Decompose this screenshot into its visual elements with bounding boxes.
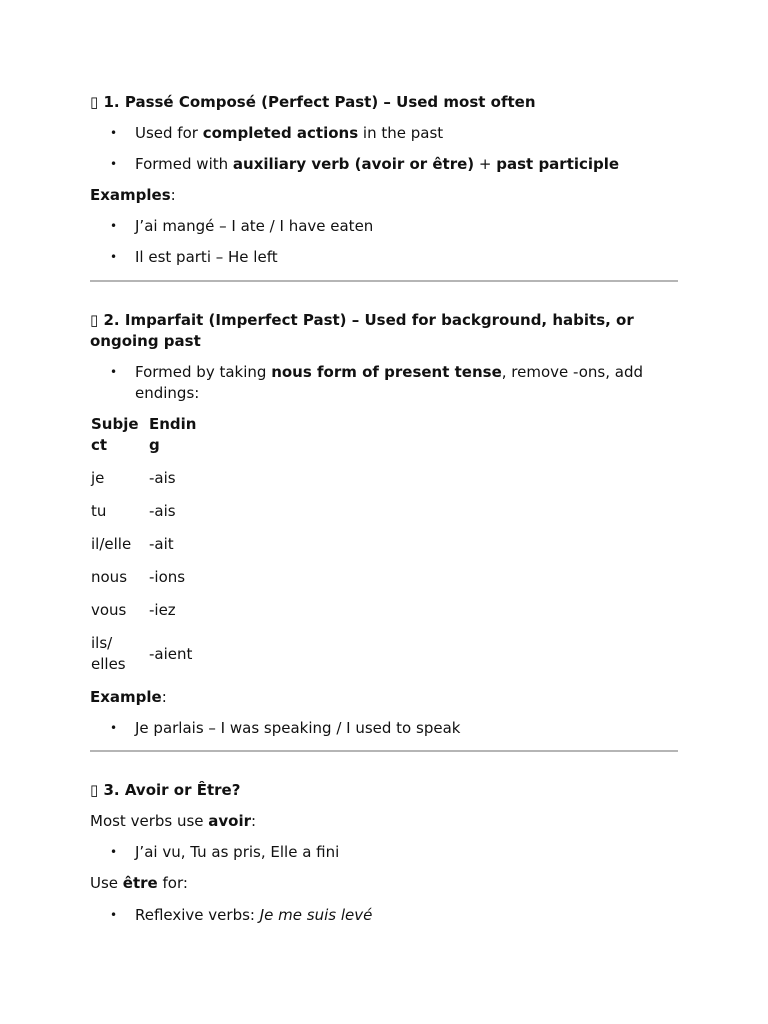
table-cell-subject: je (91, 469, 105, 487)
section-heading (90, 91, 678, 113)
divider (90, 280, 678, 282)
table-header-ending: Endin g (149, 415, 197, 454)
example-text: Je parlais – I was speaking / I used to speak (135, 719, 461, 737)
divider (90, 750, 678, 752)
example-text: J’ai vu, Tu as pris, Elle a fini (135, 843, 340, 861)
example-text: Il est parti – He left (135, 248, 278, 266)
etre-intro: Use être for: (90, 874, 188, 892)
bullet-icon: • (110, 157, 118, 171)
table-cell-ending: -ais (149, 502, 176, 520)
bullet-icon: • (110, 365, 118, 379)
bullet-icon: • (110, 126, 118, 140)
list-item-text: Used for completed actions in the past (135, 124, 444, 142)
bullet-icon: • (110, 721, 118, 735)
table-header-subject: Subje ct (91, 415, 139, 454)
table-cell-subject: vous (91, 601, 127, 619)
example-text: J’ai mangé – I ate / I have eaten (135, 217, 374, 235)
missing-glyph-icon: ▯ (90, 311, 99, 329)
bullet-icon: • (110, 845, 118, 859)
section-title: 1. Passé Composé (Perfect Past) – Used most often (103, 93, 536, 111)
section-heading (90, 309, 678, 331)
section-heading-continued: ongoing past (90, 332, 201, 350)
list-item-text: Reflexive verbs: Je me suis levé (135, 906, 373, 924)
missing-glyph-icon: ▯ (90, 781, 99, 799)
table-cell-ending: -aient (149, 645, 193, 663)
table-cell-ending: -ais (149, 469, 176, 487)
bullet-icon: • (110, 908, 118, 922)
list-item-text: Formed with auxiliary verb (avoir or être) + past participle (135, 155, 620, 173)
table-cell-ending: -iez (149, 601, 176, 619)
bullet-icon: • (110, 250, 118, 264)
table-cell-subject: il/elle (91, 535, 132, 553)
table-cell-subject: tu (91, 502, 107, 520)
section-title: 2. Imparfait (Imperfect Past) – Used for background, habits, or (103, 311, 634, 329)
table-cell-subject: nous (91, 568, 128, 586)
bullet-icon: • (110, 219, 118, 233)
section-heading (90, 779, 678, 801)
table-cell-ending: -ions (149, 568, 186, 586)
section-title: 3. Avoir or Être? (103, 781, 241, 799)
avoir-intro: Most verbs use avoir: (90, 812, 257, 830)
example-label: Example: (90, 688, 167, 706)
table-cell-subject: ils/ elles (91, 634, 126, 673)
examples-label: Examples: (90, 186, 176, 204)
missing-glyph-icon: ▯ (90, 93, 99, 111)
list-item-text: Formed by taking nous form of present tense, remove -ons, add (135, 363, 643, 381)
table-cell-ending: -ait (149, 535, 174, 553)
